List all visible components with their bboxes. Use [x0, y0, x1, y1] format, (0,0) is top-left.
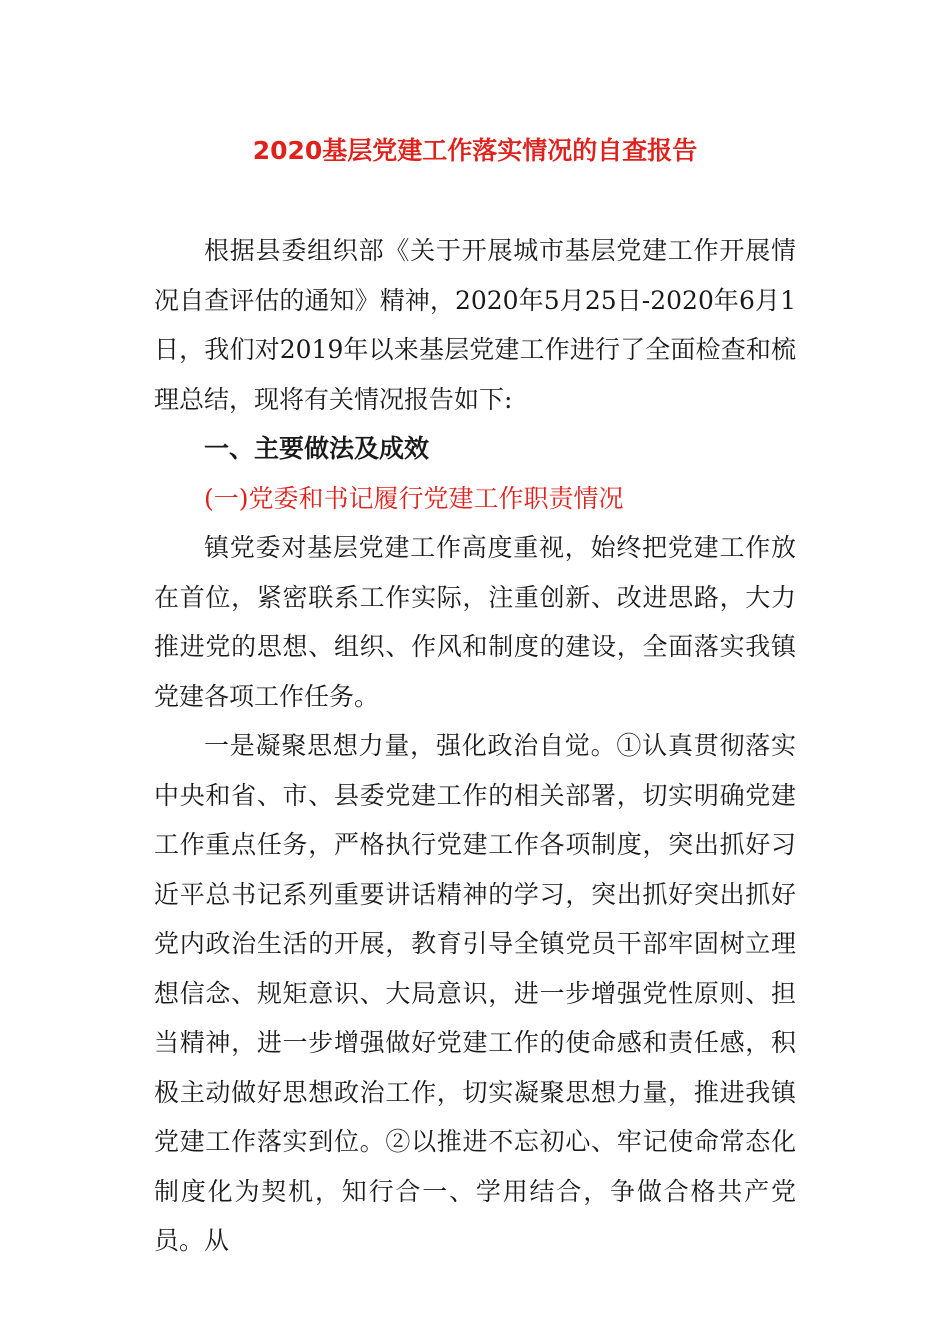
document-body — [154, 226, 796, 1266]
body-paragraph: 一是凝聚思想力量，强化政治自觉。①认真贯彻落实中央和省、市、县委党建工作的相关部署，切实明确党建工作重点任务，严格执行党建工作各项制度，突出抓好习近平总书记系列重要讲话精神的学习，突出抓好突出抓好党内政治生活的开展，教育引导全镇党员干部牢固树立理想信念、规矩意识、大局意识，进一步增强党性原则、担当精神，进一步增强做好党建工作的使命感和责任感，积极主动做好思想政治工作，切实凝聚思想力量，推进我镇党建工作落实到位。②以推进不忘初心、牢记使命常态化制度化为契机，知行合一、学用结合，争做合格共产党员。从 — [154, 731, 796, 1255]
intro-paragraph: 根据县委组织部《关于开展城市基层党建工作开展情况自查评估的通知》精神，2020年5月25日-2020年6月1日，我们对2019年以来基层党建工作进行了全面检查和梳理总结，现将有关情况报告如下: — [154, 236, 796, 414]
body-paragraph: 镇党委对基层党建工作高度重视，始终把党建工作放在首位，紧密联系工作实际，注重创新、改进思路，大力推进党的思想、组织、作风和制度的建设，全面落实我镇党建各项工作任务。 — [154, 533, 796, 711]
document-title: 2020基层党建工作落实情况的自查报告 — [252, 136, 698, 165]
section-heading: 一、主要做法及成效 — [204, 434, 430, 463]
subsection-heading: (一)党委和书记履行党建工作职责情况 — [204, 483, 624, 513]
